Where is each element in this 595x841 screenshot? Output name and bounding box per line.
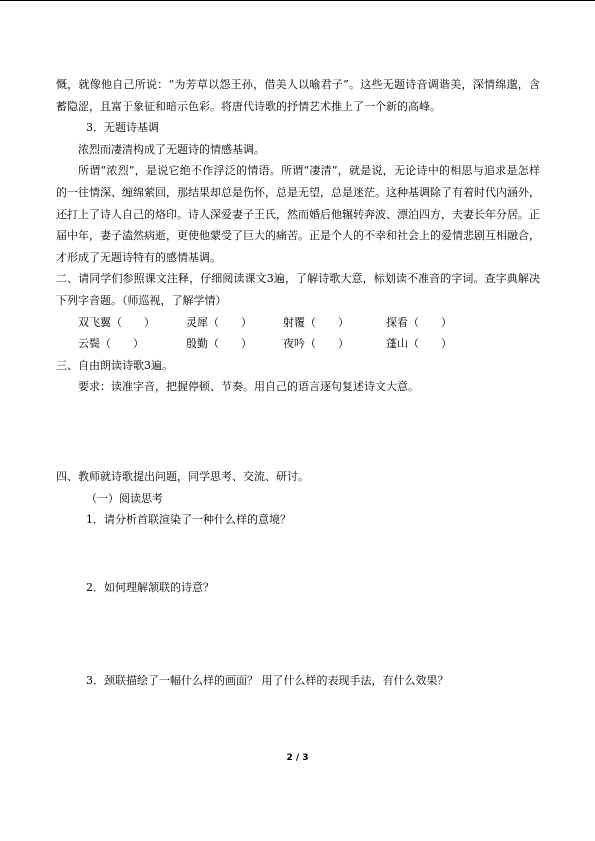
page-number: 2 / 3 [286, 753, 309, 763]
document-body [56, 74, 540, 692]
pron-item: 双飞翼（ ） [78, 315, 155, 329]
step-3-requirement: 要求：读准字音，把握停顿、节奏。用自己的语言逐句复述诗文大意。 [78, 380, 419, 394]
step-4-text: 四、教师就诗歌提出问题，同学思考、交流、研讨。 [56, 469, 309, 483]
pron-item: 蓬山（ ） [386, 337, 452, 351]
pron-item: 夜吟（ ） [283, 337, 349, 351]
step-3-text: 三、自由朗读诗歌3遍。 [56, 358, 173, 372]
answer-space [56, 598, 540, 646]
pron-item: 射覆（ ） [283, 315, 349, 329]
header-rule [0, 0, 595, 1]
answer-space [56, 531, 540, 577]
pronunciation-row-1 [56, 312, 540, 334]
step-2-text: 二、请同学们参照课文注释，仔细阅读课文3遍，了解诗歌大意，标划读不准音的字词。查字典解决下列字音题。（师巡视，了解学情） [56, 272, 540, 307]
section-3-title: 3．无题诗基调 [86, 121, 159, 135]
reading-section-title: （一）阅读思考 [86, 491, 163, 505]
answer-space [56, 398, 540, 442]
pron-item: 殷勤（ ） [186, 337, 252, 351]
pron-item: 探看（ ） [386, 315, 452, 329]
pronunciation-row-2 [56, 333, 540, 355]
question-3: 3．颈联描绘了一幅什么样的画面？ 用了什么样的表现手法，有什么效果？ [86, 674, 449, 688]
intro-paragraph: 慨，就像他自己所说：“为芳草以怨王孙，借美人以喻君子”。这些无题诗音调谐美，深情绵邈，含蓄隐涩，且富于象征和暗示色彩。将唐代诗歌的抒情艺术推上了一个新的高峰。 [56, 78, 540, 113]
pron-item: 灵犀（ ） [186, 315, 252, 329]
section-3-line: 浓烈而凄清构成了无题诗的情感基调。 [78, 142, 265, 156]
answer-space [56, 442, 540, 466]
question-2: 2．如何理解颔联的诗意？ [86, 580, 214, 594]
answer-space [56, 646, 540, 670]
question-1: 1．请分析首联渲染了一种什么样的意境？ [86, 513, 291, 527]
section-3-body: 所谓“浓烈”，是说它绝不作浮泛的情语。所谓“凄清”，就是说，无论诗中的相思与追求是怎样的一往情深、缠绵萦回，那结果却总是伤怀，总是无望，总是迷茫。这种基调除了有着时代内涵外，还打上了诗人自己的烙印。诗人深爱妻子王氏，然而婚后他辗转奔波、漂泊四方，夫妻长年分居。正届中年，妻子溘然病逝，更使他蒙受了巨大的痛苦。正是个人的不幸和社会上的爱情悲剧互相融合，才形成了无题诗特有的感情基调。 [56, 164, 540, 264]
pron-item: 云鬓（ ） [78, 337, 144, 351]
